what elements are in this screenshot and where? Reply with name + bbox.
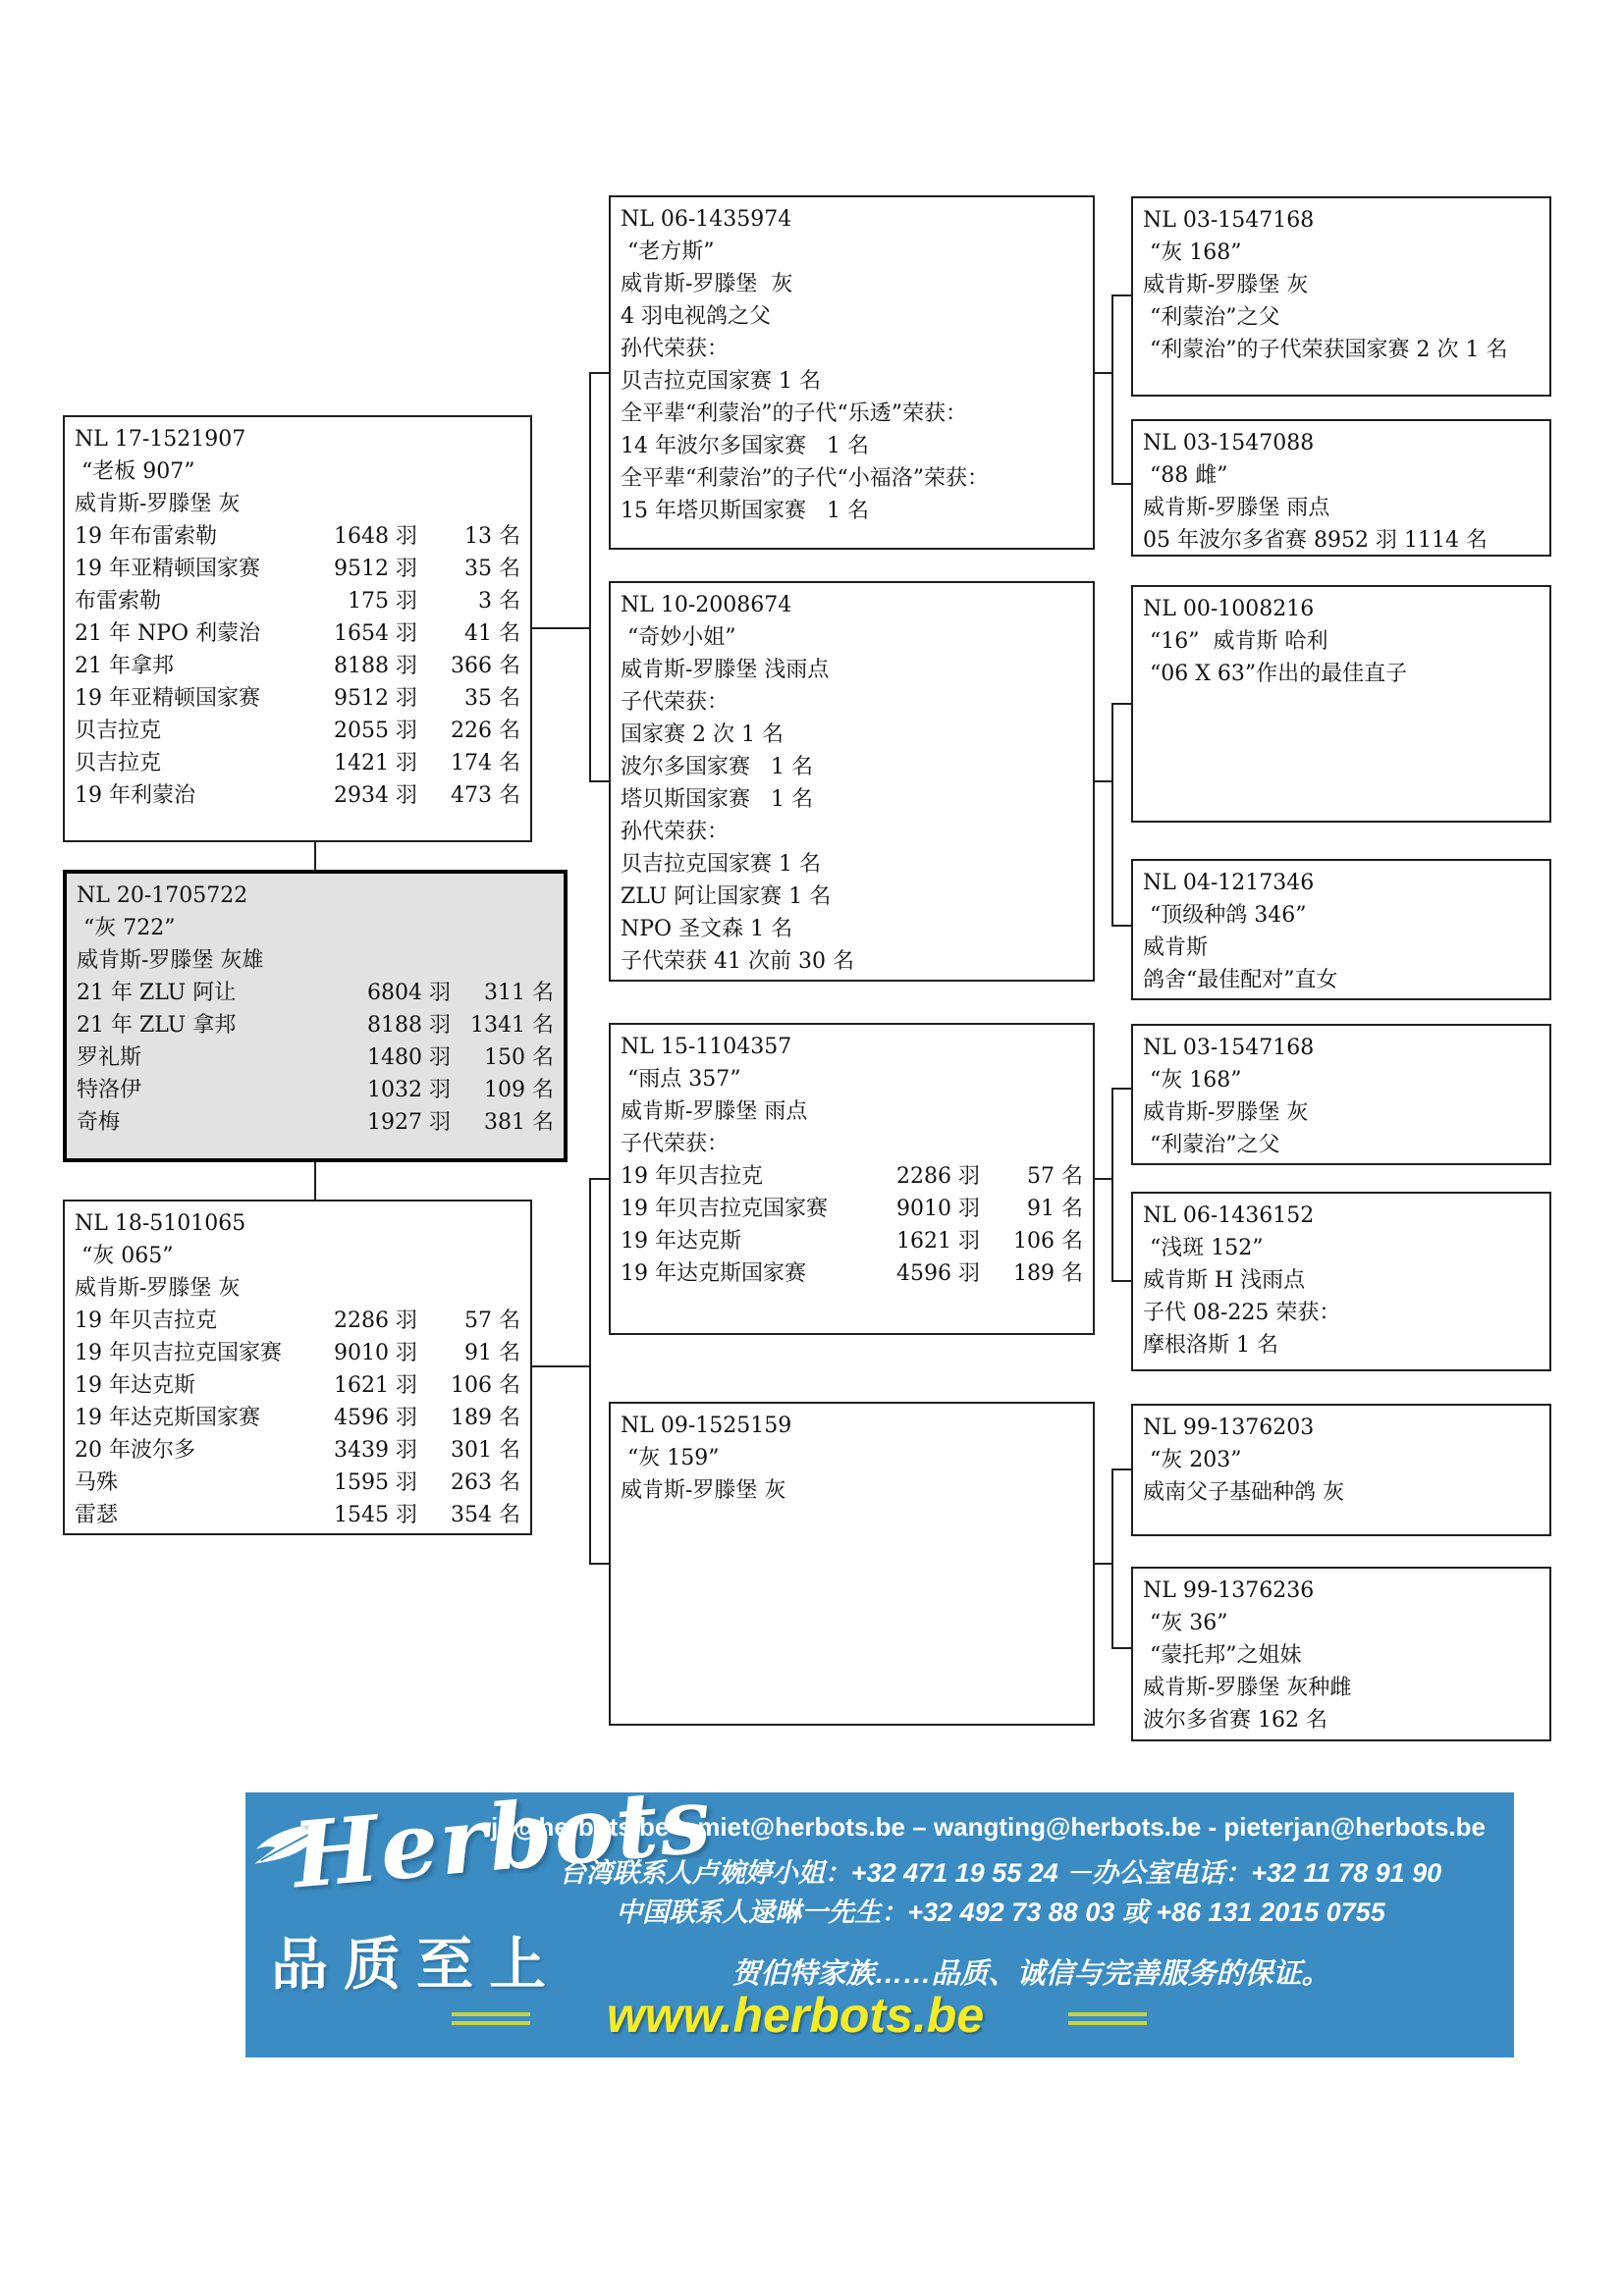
rank-result: 1341 名 [470,1013,554,1038]
pedigree-line: NL 03-1547168 [1143,1036,1315,1060]
bird-count: 175 羽 [348,589,417,614]
race-name: 奇梅 [77,1110,121,1135]
connector-line [1095,780,1111,782]
bird-count: 1421 羽 [334,751,417,775]
rank-result: 106 名 [451,1373,520,1398]
pedigree-box-grandsire-maternal [609,1023,1095,1335]
pedigree-line [621,1193,1083,1225]
connector-line [1111,1468,1131,1470]
connector-line [589,1178,591,1565]
pedigree-line: “利蒙治”之父 [1143,305,1280,330]
race-name: 19 年利蒙治 [75,783,195,808]
connector-line [589,1563,609,1565]
connector-line [1095,1563,1111,1565]
pedigree-line: “奇妙小姐” [621,625,736,650]
bird-count: 3439 羽 [334,1438,417,1463]
rank-result: 57 名 [464,1308,520,1333]
bird-count: 4596 羽 [334,1406,417,1430]
rank-result: 174 名 [451,751,520,775]
pedigree-line: 14 年波尔多国家赛 1 名 [621,434,869,458]
race-name: 21 年拿邦 [75,654,174,678]
pedigree-box-great-grandparent-8 [1131,1567,1551,1741]
pedigree-line: 波尔多国家赛 1 名 [621,755,813,779]
bird-count: 1621 羽 [896,1229,980,1254]
pedigree-line: 威肯斯-罗滕堡 灰雄 [77,948,264,973]
race-name: 19 年贝吉拉克国家赛 [75,1341,282,1365]
pedigree-line [75,617,520,650]
pedigree-line: 全平辈“利蒙治”的子代“乐透”荣获： [621,401,967,426]
pedigree-box-great-grandparent-1 [1131,196,1551,397]
bird-count: 9512 羽 [334,557,417,581]
pedigree-line: “灰 168” [1143,240,1242,265]
pedigree-line: NPO 圣文森 1 名 [621,917,793,941]
pedigree-line: 威肯斯-罗滕堡 灰 [621,272,793,296]
connector-line [589,1178,609,1180]
pedigree-line: 子代荣获 41 次前 30 名 [621,949,854,974]
pedigree-line: 威肯斯-罗滕堡 灰 [1143,273,1309,297]
race-name: 马殊 [75,1470,119,1495]
pedigree-box-granddam-maternal [609,1402,1095,1726]
connector-line [589,372,591,782]
rank-result: 13 名 [464,524,520,549]
contact-emails: jo@herbots.be – miet@herbots.be – wangting@herbots.be - pieterjan@herbots.be [491,1812,1486,1842]
pedigree-line [621,1257,1083,1290]
pedigree-line: “灰 203” [1143,1448,1242,1472]
pedigree-line: 威肯斯 H 浅雨点 [1143,1268,1306,1293]
race-name: 20 年波尔多 [75,1438,195,1463]
bird-count: 8188 羽 [334,654,417,678]
bird-count: 9512 羽 [334,686,417,711]
rank-result: 91 名 [1027,1197,1083,1221]
pedigree-line: “老方斯” [621,240,715,264]
pedigree-line: 15 年塔贝斯国家赛 1 名 [621,499,869,523]
race-name: 21 年 ZLU 拿邦 [77,1013,237,1038]
pedigree-line: 子代荣获： [621,1132,730,1156]
pedigree-line: “06 X 63”作出的最佳直子 [1143,662,1408,686]
pedigree-line: NL 99-1376236 [1143,1578,1315,1603]
bird-count: 8188 羽 [367,1013,451,1038]
pedigree-line: “利蒙治”的子代荣获国家赛 2 次 1 名 [1143,338,1508,362]
connector-line [314,842,316,870]
race-name: 19 年达克斯国家赛 [621,1261,806,1286]
bird-count: 2286 羽 [896,1164,980,1189]
race-name: 19 年贝吉拉克国家赛 [621,1197,828,1221]
pedigree-line: 威肯斯-罗滕堡 灰 [621,1478,786,1503]
pedigree-line [621,1160,1083,1193]
connector-line [1111,1088,1131,1090]
pedigree-box-great-grandparent-7 [1131,1404,1551,1536]
pedigree-line [75,1402,520,1434]
race-name: 19 年布雷索勒 [75,524,217,549]
quality-first-slogan: 品质至上 [271,1933,563,1997]
rank-result: 35 名 [464,557,520,581]
pedigree-box-great-grandparent-5 [1131,1024,1551,1165]
website-url: www.herbots.be [606,1988,985,2043]
pedigree-box-mother [63,1200,532,1535]
pedigree-line: “老板 907” [75,459,195,484]
pedigree-line: 05 年波尔多省赛 8952 羽 1114 名 [1143,528,1488,553]
pedigree-line: “顶级种鸽 346” [1143,903,1307,928]
pedigree-line [75,682,520,715]
pedigree-line: 子代 08-225 荣获： [1143,1301,1341,1325]
connector-line [1111,1280,1131,1282]
pedigree-line [77,1009,554,1041]
bird-count: 4596 羽 [896,1261,980,1286]
rank-result: 57 名 [1027,1164,1083,1189]
pedigree-box-great-grandparent-6 [1131,1192,1551,1371]
pedigree-line: 摩根洛斯 1 名 [1143,1333,1278,1358]
race-name: 罗礼斯 [77,1045,142,1070]
pedigree-box-subject [63,870,568,1162]
pedigree-line: 威肯斯-罗滕堡 灰 [1143,1100,1309,1125]
herbots-banner [245,1766,1514,2057]
pedigree-line: “灰 36” [1143,1611,1228,1635]
rank-result: 3 名 [478,589,520,614]
pedigree-line: 鸽舍“最佳配对”直女 [1143,968,1338,992]
rank-result: 381 名 [484,1110,554,1135]
pedigree-line: 威南父子基础种鸽 灰 [1143,1480,1344,1505]
rank-result: 150 名 [484,1045,554,1070]
rank-result: 35 名 [464,686,520,711]
connector-line [1111,703,1113,927]
pedigree-line [75,1337,520,1369]
bird-count: 9010 羽 [334,1341,417,1365]
pedigree-line: “雨点 357” [621,1067,741,1092]
pedigree-line [75,715,520,747]
bird-count: 1648 羽 [334,524,417,549]
connector-line [1111,294,1113,485]
pedigree-box-grandsire-paternal [609,195,1095,550]
pedigree-line: 威肯斯-罗滕堡 浅雨点 [621,658,830,682]
race-name: 21 年 ZLU 阿让 [77,981,237,1005]
pedigree-line [75,650,520,682]
pedigree-line: NL 17-1521907 [75,427,246,452]
pedigree-line: “灰 168” [1143,1068,1242,1093]
rank-result: 41 名 [464,621,520,646]
pedigree-line: “利蒙治”之父 [1143,1133,1280,1157]
rank-result: 189 名 [1013,1261,1083,1286]
race-name: 21 年 NPO 利蒙治 [75,621,261,646]
pedigree-line: 威肯斯 [1143,935,1209,960]
race-name: 贝吉拉克 [75,751,162,775]
rank-result: 106 名 [1013,1229,1083,1254]
connector-line [1111,703,1131,705]
bird-count: 1927 羽 [367,1110,451,1135]
pedigree-line: 贝吉拉克国家赛 1 名 [621,369,821,394]
divider-lines-left [452,2012,530,2025]
pedigree-line [75,747,520,779]
bird-count: 1621 羽 [334,1373,417,1398]
race-name: 19 年达克斯 [75,1373,195,1398]
pedigree-line [75,779,520,812]
connector-line [589,780,609,782]
pedigree-line: NL 15-1104357 [621,1035,792,1059]
pedigree-line [75,1305,520,1337]
pedigree-line [77,977,554,1009]
rank-result: 301 名 [451,1438,520,1463]
china-contact-line: 中国联系人逯晽一先生：+32 492 73 88 03 或 +86 131 2015 0755 [616,1897,1385,1927]
connector-line [314,1162,316,1200]
pedigree-line [75,585,520,617]
pedigree-line: NL 03-1547168 [1143,208,1315,233]
herbots-logo-text: Herbots [289,1766,717,1909]
bird-count: 2934 羽 [334,783,417,808]
pedigree-line: ZLU 阿让国家赛 1 名 [621,884,832,909]
pedigree-line: NL 20-1705722 [77,883,248,908]
connector-line [1111,1088,1113,1282]
pedigree-line: 全平辈“利蒙治”的子代“小福洛”荣获： [621,466,989,491]
connector-line [1095,372,1111,374]
connector-line [1111,1647,1131,1649]
pedigree-line [621,1225,1083,1257]
connector-line [532,627,589,629]
connector-line [1111,925,1131,927]
pedigree-line [75,1499,520,1531]
race-name: 布雷索勒 [75,589,162,614]
rank-result: 473 名 [451,783,520,808]
rank-result: 354 名 [451,1503,520,1527]
pedigree-box-father [63,415,532,842]
pedigree-box-great-grandparent-4 [1131,859,1551,1000]
divider-lines-right [1068,2012,1147,2025]
race-name: 19 年达克斯 [621,1229,741,1254]
connector-line [532,1365,589,1367]
pedigree-line: 子代荣获： [621,690,730,715]
pedigree-line: “88 雌” [1143,463,1228,488]
pedigree-line: 威肯斯-罗滕堡 雨点 [621,1099,808,1124]
taiwan-contact-line: 台湾联系人卢婉婷小姐：+32 471 19 55 24 －办公室电话：+32 11 78 91 90 [559,1858,1442,1888]
connector-line [1111,1468,1113,1649]
pedigree-line: “16” 威肯斯 哈利 [1143,629,1328,654]
pedigree-line: 威肯斯-罗滕堡 雨点 [1143,496,1330,520]
pedigree-line: NL 06-1435974 [621,207,792,232]
race-name: 19 年亚精顿国家赛 [75,557,260,581]
bird-count: 1595 羽 [334,1470,417,1495]
bird-count: 2286 羽 [334,1308,417,1333]
pedigree-line: NL 00-1008216 [1143,597,1315,621]
pedigree-line: 孙代荣获： [621,820,730,844]
race-name: 19 年达克斯国家赛 [75,1406,260,1430]
pedigree-line: NL 06-1436152 [1143,1203,1315,1228]
rank-result: 263 名 [451,1470,520,1495]
pedigree-line: “灰 065” [75,1244,174,1268]
bird-count: 1480 羽 [367,1045,451,1070]
pedigree-line: “浅斑 152” [1143,1236,1264,1260]
rank-result: 189 名 [451,1406,520,1430]
connector-line [1095,1178,1111,1180]
pedigree-box-granddam-paternal [609,581,1095,982]
rank-result: 226 名 [451,719,520,743]
pedigree-line [75,1434,520,1467]
race-name: 雷瑟 [75,1503,119,1527]
pedigree-line: NL 99-1376203 [1143,1415,1315,1440]
pedigree-line [77,1074,554,1106]
pedigree-line: NL 03-1547088 [1143,431,1315,455]
pedigree-line: 孙代荣获： [621,337,730,361]
bird-count: 6804 羽 [367,981,451,1005]
pedigree-line: 波尔多省赛 162 名 [1143,1708,1327,1733]
pedigree-line: NL 18-5101065 [75,1211,246,1236]
pedigree-box-great-grandparent-2 [1131,419,1551,557]
pedigree-line: NL 10-2008674 [621,593,792,617]
rank-result: 366 名 [451,654,520,678]
pedigree-line: 威肯斯-罗滕堡 灰 [75,1276,241,1301]
pedigree-line: 威肯斯-罗滕堡 灰种雌 [1143,1676,1352,1700]
race-name: 贝吉拉克 [75,719,162,743]
pedigree-line [75,553,520,585]
rank-result: 91 名 [464,1341,520,1365]
pedigree-line: 塔贝斯国家赛 1 名 [621,787,813,812]
family-guarantee-slogan: 贺伯特家族……品质、诚信与完善服务的保证。 [731,1958,1330,1990]
pedigree-line [75,520,520,553]
race-name: 19 年贝吉拉克 [75,1308,217,1333]
pedigree-box-great-grandparent-3 [1131,585,1551,823]
bird-count: 1654 羽 [334,621,417,646]
rank-result: 109 名 [484,1078,554,1102]
race-name: 19 年贝吉拉克 [621,1164,763,1189]
pedigree-line [77,1106,554,1139]
pedigree-line: NL 04-1217346 [1143,871,1315,895]
pedigree-line: “灰 722” [77,916,176,940]
pedigree-line: 4 羽电视鸽之父 [621,304,771,329]
pedigree-line: “灰 159” [621,1446,720,1470]
pedigree-line: NL 09-1525159 [621,1414,792,1438]
race-name: 19 年亚精顿国家赛 [75,686,260,711]
race-name: 特洛伊 [77,1078,142,1102]
pedigree-line [75,1369,520,1402]
pedigree-line: “蒙托邦”之姐妹 [1143,1643,1302,1668]
bird-count: 1545 羽 [334,1503,417,1527]
bird-count: 2055 羽 [334,719,417,743]
bird-count: 9010 羽 [896,1197,980,1221]
pedigree-line [75,1467,520,1499]
pedigree-line: 威肯斯-罗滕堡 灰 [75,492,241,516]
pedigree-line [77,1041,554,1074]
pedigree-line: 国家赛 2 次 1 名 [621,722,784,747]
pedigree-line: 贝吉拉克国家赛 1 名 [621,852,821,877]
bird-count: 1032 羽 [367,1078,451,1102]
connector-line [589,372,609,374]
rank-result: 311 名 [484,981,554,1005]
connector-line [1111,294,1131,296]
connector-line [1111,483,1131,485]
